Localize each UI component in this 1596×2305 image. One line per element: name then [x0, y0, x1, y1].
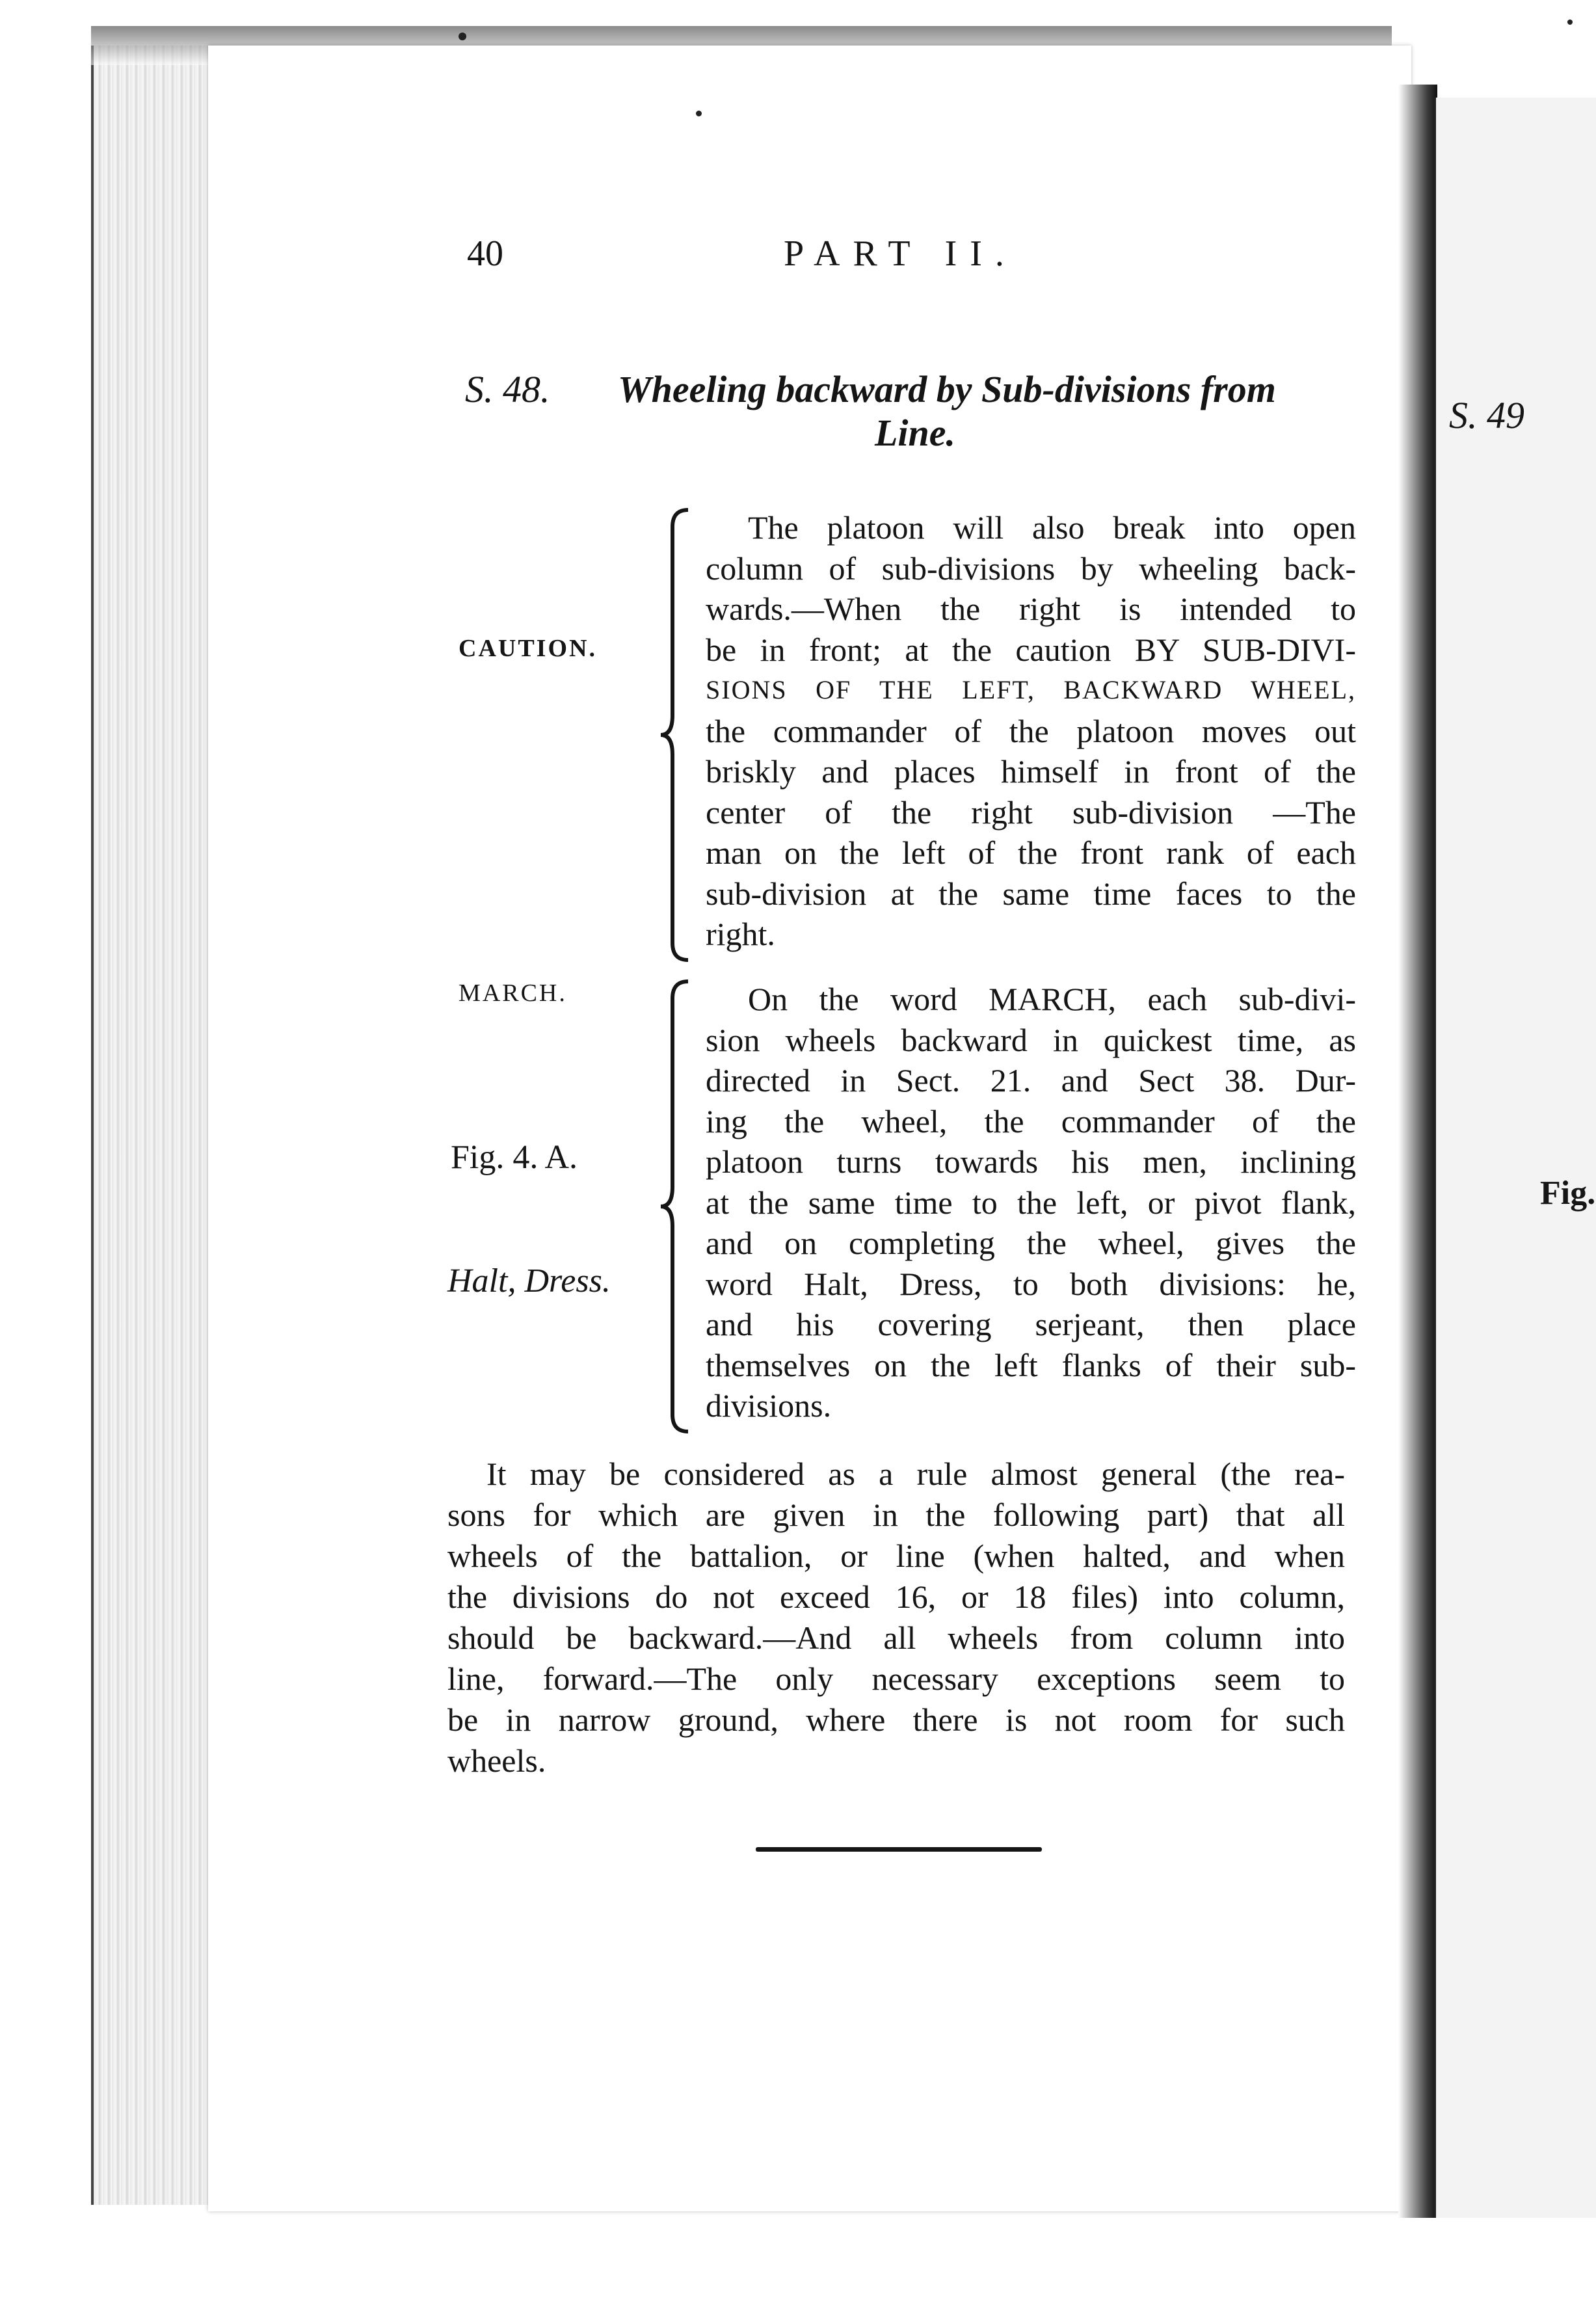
scan-speck — [459, 33, 466, 40]
facing-page — [1434, 98, 1596, 2218]
text-line: right. — [706, 916, 775, 952]
paragraph-platoon-break — [706, 507, 1356, 955]
margin-note-march: MARCH. — [459, 979, 567, 1007]
text-line: be in narrow ground, where there is not room for such — [447, 1701, 1345, 1738]
text-line: word Halt, Dress, to both divisions: he, — [706, 1265, 1356, 1302]
text-line: should be backward.—And all wheels from column into — [447, 1619, 1345, 1656]
text-line: and on completing the wheel, gives the — [706, 1225, 1356, 1261]
margin-note-figure: Fig. 4. A. — [451, 1139, 578, 1176]
text-line: line, forward.—The only necessary exceptions seem to — [447, 1660, 1345, 1697]
text-line: center of the right sub-division —The — [706, 793, 1356, 831]
section-title-line-2: Line. — [875, 412, 956, 454]
text-line: On the word MARCH, each sub-divi- — [748, 981, 1356, 1017]
text-line: platoon turns towards his men, inclining — [706, 1143, 1356, 1180]
text-line: the commander of the platoon moves out — [706, 712, 1356, 749]
text-line: divisions. — [706, 1387, 832, 1424]
text-line: at the same time to the left, or pivot flank, — [706, 1184, 1356, 1221]
text-line: sons for which are given in the following part) that all — [447, 1497, 1345, 1533]
text-line: sub-division at the same time faces to the — [706, 875, 1356, 912]
text-line: themselves on the left flanks of their sub- — [706, 1346, 1356, 1383]
end-rule — [756, 1847, 1042, 1852]
text-line: and his covering serjeant, then place — [706, 1306, 1356, 1342]
text-line: be in front; at the caution BY SUB-DIVI- — [706, 631, 1356, 668]
text-line: column of sub-divisions by wheeling back- — [706, 550, 1356, 587]
scan-speck — [696, 111, 702, 116]
paragraph-march-wheel — [706, 979, 1356, 1426]
book-spine-gutter — [1398, 85, 1437, 2218]
part-heading: PART II. — [784, 233, 1017, 274]
facing-figure-fragment: Fig. — [1540, 1175, 1596, 1212]
text-line: wheels of the battalion, or line (when halted, and when — [447, 1538, 1345, 1574]
page-bottom-margin — [0, 2224, 1596, 2305]
text-line: man on the left of the front rank of each — [706, 834, 1356, 871]
section-number: S. 48. — [465, 368, 550, 410]
section-title-line-1: Wheeling backward by Sub-divisions from — [618, 368, 1276, 410]
text-line: ing the wheel, the commander of the — [706, 1102, 1356, 1139]
scan-speck — [1567, 20, 1573, 25]
facing-section-fragment: S. 49 — [1449, 394, 1524, 436]
text-line: The platoon will also break into open — [748, 509, 1356, 546]
text-line: directed in Sect. 21. and Sect 38. Dur- — [706, 1062, 1356, 1099]
paragraph-general-rule — [447, 1454, 1345, 1781]
text-line: It may be considered as a rule almost general (the rea- — [486, 1456, 1345, 1492]
book-leaf-edges — [91, 46, 211, 2205]
text-line: wheels. — [447, 1742, 546, 1779]
brace-block-2 — [657, 979, 696, 1434]
margin-note-caution: CAUTION. — [459, 635, 597, 662]
text-line: sion wheels backward in quickest time, as — [706, 1021, 1356, 1058]
text-line: SIONS OF THE LEFT, BACKWARD WHEEL, — [706, 675, 1356, 704]
text-line: briskly and places himself in front of the — [706, 753, 1356, 790]
brace-block-1 — [657, 507, 696, 963]
text-line: the divisions do not exceed 16, or 18 files) into column, — [447, 1579, 1345, 1615]
text-line: wards.—When the right is intended to — [706, 591, 1356, 627]
page-number: 40 — [467, 233, 503, 274]
margin-note-halt-dress: Halt, Dress. — [447, 1262, 611, 1299]
